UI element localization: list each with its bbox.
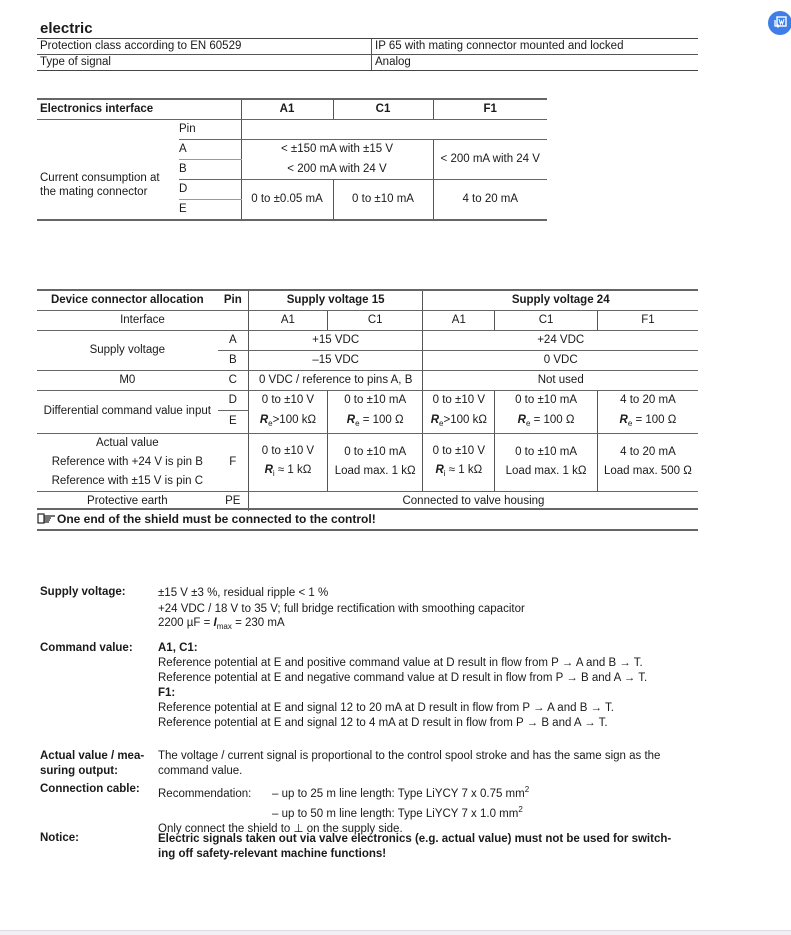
cell	[423, 411, 495, 434]
column-header: Pin	[218, 290, 249, 311]
table-row	[37, 120, 547, 140]
symbol: R	[259, 413, 269, 426]
text-line: Reference potential at E and negative command value at D result in flow from P → B and A → T.	[158, 672, 648, 684]
text-line: The voltage / current signal is proportional to the control spool stroke and has the same sign as the	[158, 750, 661, 762]
actual-value-text	[158, 749, 660, 779]
table-header-row	[37, 99, 547, 120]
row-label: Protective earth	[87, 494, 168, 507]
pin: B	[218, 351, 249, 371]
text-line: A1, C1:	[158, 642, 198, 654]
pin: D	[179, 180, 241, 200]
cell: +15 VDC	[248, 331, 422, 351]
cell: < ±150 mA with ±15 V	[241, 140, 433, 160]
cell: 0 to ±0.05 mA	[241, 180, 333, 221]
cell: 0 VDC / reference to pins A, B	[248, 371, 422, 391]
cell: 4 to 20 mA	[433, 180, 547, 221]
connection-cable-label: Connection cable:	[40, 783, 140, 795]
label-line: suring output:	[40, 765, 118, 777]
column-header: Device connector allocation	[37, 290, 218, 311]
cell: 0 VDC	[423, 351, 698, 371]
cell: 0 to ±10 V	[423, 391, 495, 411]
pin-header: Pin	[179, 120, 241, 140]
row-label: Differential command value input	[37, 391, 218, 434]
text-line: command value.	[158, 765, 243, 777]
symbol: R	[430, 413, 440, 426]
text-line	[158, 615, 525, 635]
pin: E	[179, 200, 241, 221]
value: = 100 Ω	[632, 413, 677, 426]
text-line	[158, 782, 529, 802]
table-row	[37, 391, 698, 411]
symbol: I	[213, 617, 217, 629]
text-line: Reference potential at E and positive command value at D result in flow from P → A and B → T.	[158, 657, 643, 669]
table-row	[37, 433, 698, 491]
value: 0 to ±10 V	[261, 444, 315, 457]
subscript: e	[268, 418, 273, 428]
column-header: A1	[241, 99, 333, 120]
row-label: Interface	[37, 311, 248, 331]
text: – up to 50 m line length: Type LiYCY 7 x 1.0 mm	[272, 807, 519, 820]
symbol: R	[619, 413, 628, 426]
value: ≈ 1 kΩ	[274, 463, 312, 476]
label-line: Actual value / mea-	[40, 750, 145, 762]
symbol: R	[517, 413, 526, 426]
cell	[597, 411, 698, 434]
pin: C	[218, 371, 249, 391]
cell: C1	[495, 311, 598, 331]
cell: Not used	[423, 371, 698, 391]
cell	[597, 433, 698, 491]
value: >100 kΩ	[443, 413, 487, 426]
value: >100 kΩ	[272, 413, 317, 426]
value: Load max. 1 kΩ	[334, 465, 416, 477]
row-label-line: Reference with ±15 V is pin C	[51, 474, 204, 487]
cell: 0 to ±10 mA	[495, 391, 598, 411]
symbol: R	[435, 463, 444, 476]
cell: 0 to ±10 mA	[333, 180, 433, 221]
text: 2200 µF =	[158, 617, 214, 629]
translate-button[interactable]	[768, 11, 791, 35]
column-header: F1	[433, 99, 547, 120]
pin: F	[218, 433, 249, 491]
row-label	[37, 433, 218, 491]
value: ≈ 1 kΩ	[445, 463, 483, 476]
cell: < 200 mA with 24 V	[241, 160, 433, 180]
row-label-line: Actual value	[95, 436, 159, 449]
row-label-line: Current consumption at	[40, 171, 160, 184]
pin: PE	[225, 494, 241, 507]
spec-value: Analog	[372, 55, 699, 71]
pin: A	[218, 331, 249, 351]
cell	[327, 433, 422, 491]
cell	[248, 411, 327, 434]
cell: F1	[597, 311, 698, 331]
supply-voltage-text	[158, 585, 525, 635]
cell: 0 to ±10 V	[248, 391, 327, 411]
cell: < 200 mA with 24 V	[433, 140, 547, 180]
column-header: Supply voltage 15	[248, 290, 422, 311]
cell	[495, 433, 598, 491]
row-label: Supply voltage	[37, 331, 218, 371]
value: 0 to ±10 mA	[344, 446, 407, 458]
actual-value-label	[40, 749, 144, 779]
table-row	[37, 371, 698, 391]
shield-note	[37, 508, 698, 531]
column-header: C1	[333, 99, 433, 120]
cell: Connected to valve housing	[248, 491, 698, 511]
pin: A	[179, 140, 241, 160]
value: 0 to ±10 mA	[515, 446, 578, 458]
spec-label: Protection class according to EN 60529	[37, 39, 372, 55]
text-line: Only connect the shield to ⊥ on the supply side.	[158, 822, 403, 835]
general-spec-table	[37, 38, 698, 71]
table-row	[37, 311, 698, 331]
table-row	[37, 55, 698, 71]
table-header-row	[37, 290, 698, 311]
bottom-scrollbar[interactable]	[0, 930, 791, 935]
text: – up to 25 m line length: Type LiYCY 7 x 0.75 mm	[272, 787, 525, 800]
subscript: i	[443, 468, 446, 478]
row-label-line: Reference with +24 V is pin B	[51, 455, 203, 468]
table-row	[37, 331, 698, 351]
pin: D	[218, 391, 249, 411]
row-label-line: the mating connector	[40, 185, 148, 198]
pin: B	[179, 160, 241, 180]
command-value-label: Command value:	[40, 642, 133, 654]
text-line: F1:	[158, 687, 176, 699]
text: Recommendation:	[158, 787, 252, 800]
device-connector-table	[37, 289, 698, 511]
superscript: 2	[524, 785, 530, 794]
notice-text	[158, 832, 671, 862]
value: = 100 Ω	[530, 413, 575, 426]
text-line: ±15 V ±3 %, residual ripple < 1 %	[158, 587, 329, 599]
connection-cable-text	[158, 782, 529, 837]
text-line: +24 VDC / 18 V to 35 V; full bridge rectification with smoothing capacitor	[158, 603, 525, 615]
cell: A1	[423, 311, 495, 331]
cell: 4 to 20 mA	[597, 391, 698, 411]
pointing-hand-icon	[37, 512, 57, 524]
cell: –15 VDC	[248, 351, 422, 371]
note-text: One end of the shield must be connected to the control!	[57, 512, 376, 526]
text-line: Electric signals taken out via valve electronics (e.g. actual value) must not be used for switch-	[158, 833, 672, 845]
symbol: R	[264, 463, 273, 476]
row-label: M0	[37, 371, 218, 391]
supply-voltage-label: Supply voltage:	[40, 586, 126, 598]
subscript: e	[627, 418, 633, 428]
notice-label: Notice:	[40, 832, 79, 844]
value: = 100 Ω	[359, 413, 404, 426]
subscript: max	[216, 622, 232, 631]
value: Load max. 1 kΩ	[505, 465, 587, 477]
subscript: e	[439, 418, 444, 428]
spec-value: IP 65 with mating connector mounted and locked	[372, 39, 699, 55]
column-header: Supply voltage 24	[423, 290, 698, 311]
value: Load max. 500 Ω	[604, 465, 692, 477]
table-row	[37, 39, 698, 55]
subscript: e	[525, 418, 531, 428]
text: = 230 mA	[231, 617, 285, 629]
cell: 0 to ±10 mA	[327, 391, 422, 411]
text-line: Reference potential at E and signal 12 to 4 mA at D result in flow from P → B and A → T.	[158, 717, 608, 729]
cell	[495, 411, 598, 434]
cell	[423, 433, 495, 491]
subscript: e	[355, 418, 360, 428]
row-label	[37, 120, 179, 221]
cell	[248, 433, 327, 491]
cell	[327, 411, 422, 434]
empty-cell	[241, 120, 547, 140]
value: 4 to 20 mA	[620, 446, 676, 458]
electronics-interface-table	[37, 98, 547, 221]
text-line: Reference potential at E and signal 12 to 20 mA at D result in flow from P → A and B → T.	[158, 702, 614, 714]
symbol: R	[346, 413, 356, 426]
cell: A1	[248, 311, 327, 331]
command-value-text	[158, 641, 647, 731]
spec-label: Type of signal	[37, 55, 372, 71]
text-line: ing off safety-relevant machine functions!	[158, 848, 387, 860]
value: 0 to ±10 V	[432, 444, 485, 457]
superscript: 2	[518, 804, 523, 814]
pin: E	[218, 411, 249, 434]
text-line	[158, 802, 529, 822]
cell: +24 VDC	[423, 331, 698, 351]
subscript: i	[272, 468, 275, 478]
section-title: electric	[40, 20, 93, 37]
translate-icon	[768, 11, 791, 35]
column-header: Electronics interface	[37, 99, 241, 120]
cell: C1	[327, 311, 422, 331]
